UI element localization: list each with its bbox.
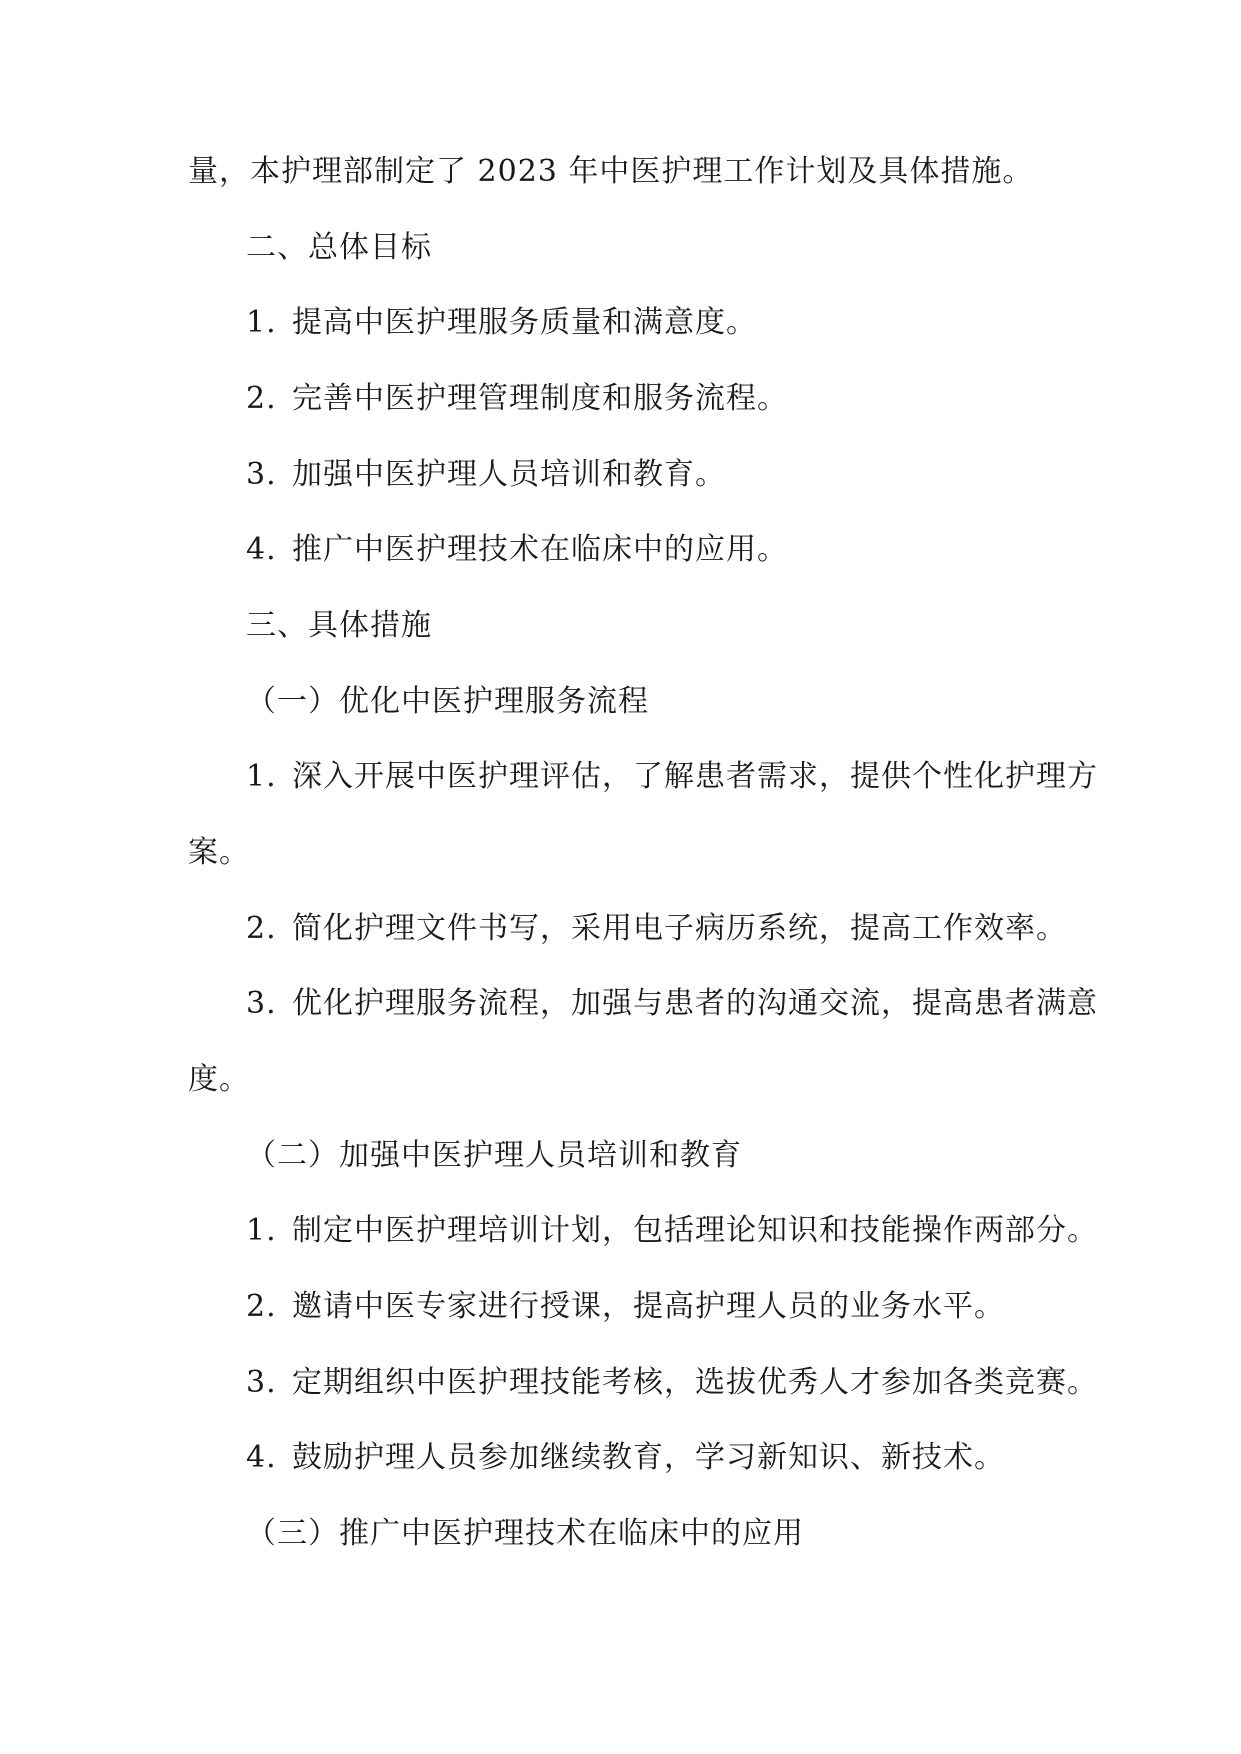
- measure-item-1-1: [246, 757, 1098, 797]
- goal-item-4: [246, 530, 788, 570]
- measure-text: 优化护理服务流程，加强与患者的沟通交流，提高患者满意: [292, 986, 1098, 1021]
- goal-text: 提高中医护理服务质量和满意度。: [292, 305, 757, 340]
- section-heading-overall-goals: 二、总体目标: [246, 230, 432, 265]
- measure-item-2-4: [246, 1438, 1005, 1478]
- goal-item-1: [246, 303, 757, 343]
- measure-text: 制定中医护理培训计划，包括理论知识和技能操作两部分。: [292, 1213, 1098, 1248]
- subsection-heading-2: （二）加强中医护理人员培训和教育: [246, 1138, 742, 1173]
- list-number: 4.: [246, 1440, 277, 1475]
- intro-paragraph-tail: 量，本护理部制定了 2023 年中医护理工作计划及具体措施。: [188, 154, 1034, 189]
- goal-text: 推广中医护理技术在临床中的应用。: [292, 532, 788, 567]
- list-number: 3.: [246, 986, 277, 1021]
- list-number: 2.: [246, 381, 277, 416]
- list-number: 1.: [246, 1213, 277, 1248]
- goal-text: 完善中医护理管理制度和服务流程。: [292, 381, 788, 416]
- measure-text: 邀请中医专家进行授课，提高护理人员的业务水平。: [292, 1289, 1005, 1324]
- subsection-heading-3: （三）推广中医护理技术在临床中的应用: [246, 1516, 804, 1551]
- measure-item-1-1-continuation: 案。: [188, 835, 250, 870]
- goal-item-3: [246, 455, 726, 495]
- list-number: 1.: [246, 759, 277, 794]
- list-number: 3.: [246, 457, 277, 492]
- list-number: 2.: [246, 911, 277, 946]
- measure-item-1-3: [246, 984, 1098, 1024]
- goal-text: 加强中医护理人员培训和教育。: [292, 457, 726, 492]
- measure-item-2-1: [246, 1211, 1098, 1251]
- list-number: 1.: [246, 305, 277, 340]
- subsection-heading-1: （一）优化中医护理服务流程: [246, 684, 649, 719]
- list-number: 3.: [246, 1365, 277, 1400]
- goal-item-2: [246, 379, 788, 419]
- measure-item-2-3: [246, 1363, 1098, 1403]
- measure-item-1-2: [246, 909, 1067, 949]
- measure-item-1-3-continuation: 度。: [188, 1062, 250, 1097]
- measure-text: 定期组织中医护理技能考核，选拔优秀人才参加各类竞赛。: [292, 1365, 1098, 1400]
- measure-text: 深入开展中医护理评估，了解患者需求，提供个性化护理方: [292, 759, 1098, 794]
- measure-text: 鼓励护理人员参加继续教育，学习新知识、新技术。: [292, 1440, 1005, 1475]
- section-heading-specific-measures: 三、具体措施: [246, 608, 432, 643]
- measure-text: 简化护理文件书写，采用电子病历系统，提高工作效率。: [292, 911, 1067, 946]
- list-number: 4.: [246, 532, 277, 567]
- list-number: 2.: [246, 1289, 277, 1324]
- measure-item-2-2: [246, 1287, 1005, 1327]
